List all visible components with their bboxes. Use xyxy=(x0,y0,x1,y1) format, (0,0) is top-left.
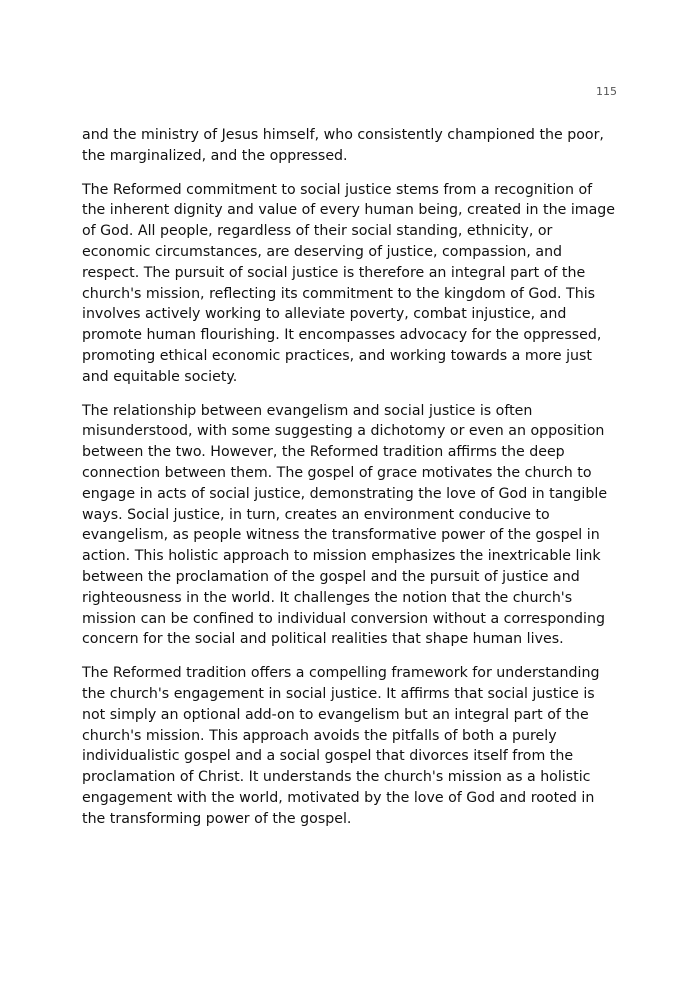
paragraph-2: The Reformed commitment to social justice stems from a recognition of the inherent dignity and value of every human being, created in the image of God. All people, regardless of their social standing, ethnicity, or economic circumstances, are deserving of justice, compassion, and respect. The pursuit of social justice is therefore an integral part of the church's mission, reflecting its commitment to the kingdom of God. This involves actively working to alleviate poverty, combat injustice, and promote human flourishing. It encompasses advocacy for the oppressed, promoting ethical economic practices, and working towards a more just and equitable society. xyxy=(82,181,616,385)
body-text xyxy=(82,125,618,843)
page-number: 115 xyxy=(596,85,617,98)
paragraph-1: and the ministry of Jesus himself, who consistently championed the poor, the marginalized, and the oppressed. xyxy=(82,127,604,164)
paragraph-3: The relationship between evangelism and social justice is often misunderstood, with some suggesting a dichotomy or even an opposition between the two. However, the Reformed tradition affirms the deep connection between them. The gospel of grace motivates the church to engage in acts of social justice, demonstrating the love of God in tangible ways. Social justice, in turn, creates an environment conducive to evangelism, as people witness the transformative power of the gospel in action. This holistic approach to mission emphasizes the inextricable link between the proclamation of the gospel and the pursuit of justice and righteousness in the world. It challenges the notion that the church's mission can be confined to individual conversion without a corresponding concern for the social and political realities that shape human lives. xyxy=(82,402,608,648)
paragraph-4: The Reformed tradition offers a compelling framework for understanding the church's engagement in social justice. It affirms that social justice is not simply an optional add-on to evangelism but an integral part of the church's mission. This approach avoids the pitfalls of both a purely individualistic gospel and a social gospel that divorces itself from the proclamation of Christ. It understands the church's mission as a holistic engagement with the world, motivated by the love of God and rooted in the transforming power of the gospel. xyxy=(82,665,600,827)
